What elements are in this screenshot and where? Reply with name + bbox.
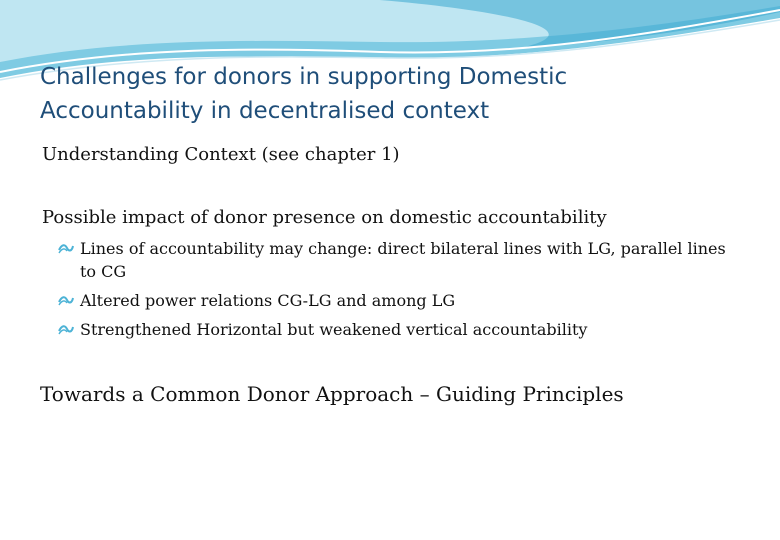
wave-bullet-icon (58, 294, 74, 306)
bullet-text: Lines of accountability may change: direct bilateral lines with LG, parallel lines to CG (80, 239, 726, 281)
slide-title (40, 60, 760, 128)
wave-bullet-icon (58, 323, 74, 335)
bullet-list (58, 237, 738, 347)
slide-title-line-2: Accountability in decentralised context (40, 98, 490, 124)
section-heading-context: Understanding Context (see chapter 1) (42, 144, 400, 165)
list-item (58, 318, 738, 341)
bullet-text: Altered power relations CG-LG and among LG (80, 291, 456, 310)
section-heading-principles: Towards a Common Donor Approach – Guiding Principles (40, 382, 624, 406)
bullet-text: Strengthened Horizontal but weakened vertical accountability (80, 320, 588, 339)
section-heading-impact: Possible impact of donor presence on domestic accountability (42, 207, 607, 228)
slide-title-line-1: Challenges for donors in supporting Domestic (40, 64, 568, 90)
wave-bullet-icon (58, 242, 74, 254)
list-item (58, 289, 738, 312)
list-item (58, 237, 738, 283)
